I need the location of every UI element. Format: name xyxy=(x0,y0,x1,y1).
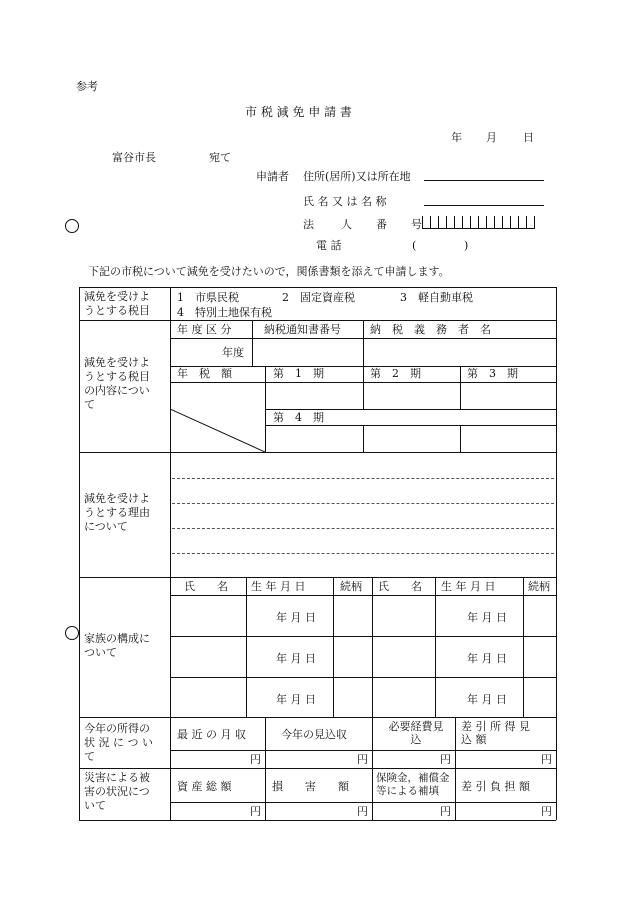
damage-burden-header: 差 引 負 担 額 xyxy=(461,780,530,793)
year-unit: 年度 xyxy=(222,346,244,359)
date-day: 日 xyxy=(523,131,534,144)
income-net-header: 差 引 所 得 見 込 額 xyxy=(461,720,530,746)
col-year-header: 年 度 区 分 xyxy=(177,323,232,336)
income-yen-3: 円 xyxy=(440,753,451,766)
tax-option-4[interactable]: 4 特別土地保有税 xyxy=(177,306,272,319)
corp-label-3: 番 xyxy=(376,218,387,231)
date-month: 月 xyxy=(486,131,497,144)
family-name-header-2: 氏 名 xyxy=(378,580,422,593)
damage-assets-header: 資 産 総 額 xyxy=(177,780,232,793)
corp-label-2: 人 xyxy=(341,218,352,231)
income-yen-1: 円 xyxy=(250,753,261,766)
period-3-header: 第 3 期 xyxy=(467,367,518,380)
corporate-number-field[interactable] xyxy=(422,216,535,229)
damage-insurance-header: 保険金，補償金 等による補填 xyxy=(376,772,450,797)
col-notice-header: 納税通知書番号 xyxy=(264,323,341,336)
family-relation-header-1: 続柄 xyxy=(340,580,362,593)
family-date-1a: 年 月 日 xyxy=(276,611,316,624)
period-4-header: 第 4 期 xyxy=(273,411,324,424)
tax-type-label: 減免を受けよ うとする税目 xyxy=(84,290,150,317)
phone-label: 電 話 xyxy=(316,239,342,252)
tax-amount-header: 年 税 額 xyxy=(177,367,232,380)
reason-label: 減免を受けよ うとする理由 について xyxy=(84,492,150,533)
phone-paren-open: ( xyxy=(412,239,417,252)
tax-option-3[interactable]: 3 軽自動車税 xyxy=(400,291,473,304)
income-expected-header: 今年の見込収 xyxy=(281,728,347,741)
intro-text: 下記の市税について減免を受けたいので，関係書類を添えて申請します。 xyxy=(88,265,450,278)
family-relation-header-2: 続柄 xyxy=(528,580,550,593)
family-name-header-1: 氏 名 xyxy=(184,580,228,593)
seal-circle-top xyxy=(65,219,79,233)
tax-detail-label: 減免を受けよ うとする税目 の内容につい て xyxy=(84,356,150,411)
income-recent-header: 最 近 の 月 収 xyxy=(177,728,246,741)
corp-label-4: 号 xyxy=(411,218,422,231)
income-yen-2: 円 xyxy=(357,753,368,766)
family-date-1b: 年 月 日 xyxy=(467,611,507,624)
income-label: 今年の所得の 状 況 に つ い て xyxy=(84,722,153,763)
date-year: 年 xyxy=(451,131,462,144)
period-2-header: 第 2 期 xyxy=(370,367,421,380)
name-field[interactable] xyxy=(424,205,544,206)
tax-option-1[interactable]: 1 市県民税 xyxy=(177,291,239,304)
col-taxpayer-header: 納 税 義 務 者 名 xyxy=(370,323,491,336)
applicant-label: 申請者 xyxy=(256,170,289,183)
damage-yen-2: 円 xyxy=(357,805,368,818)
phone-field[interactable] xyxy=(420,238,460,252)
damage-loss-header: 損 害 額 xyxy=(272,780,349,793)
period-1-header: 第 1 期 xyxy=(273,367,324,380)
damage-yen-4: 円 xyxy=(541,805,552,818)
income-expenses-header: 必要経費見 込 xyxy=(388,720,444,746)
family-label: 家族の構成に ついて xyxy=(84,632,150,659)
damage-label: 災害による被 害の状況につ いて xyxy=(84,771,150,812)
document-title: 市 税 減 免 申 請 書 xyxy=(245,105,352,119)
phone-paren-close: ) xyxy=(464,239,469,252)
address-field[interactable] xyxy=(424,180,544,181)
damage-yen-1: 円 xyxy=(250,805,261,818)
reference-label: 参考 xyxy=(76,80,98,93)
addressee-city: 富谷市長 xyxy=(112,151,156,164)
family-date-2b: 年 月 日 xyxy=(467,652,507,665)
diagonal-slash xyxy=(170,409,265,452)
addressee-suffix: 宛て xyxy=(209,151,231,164)
address-label: 住所(居所)又は所在地 xyxy=(303,170,411,183)
corp-label-1: 法 xyxy=(303,218,314,231)
family-date-2a: 年 月 日 xyxy=(276,652,316,665)
family-date-3b: 年 月 日 xyxy=(467,693,507,706)
family-date-3a: 年 月 日 xyxy=(276,693,316,706)
seal-circle-side xyxy=(65,626,79,640)
damage-yen-3: 円 xyxy=(440,805,451,818)
income-yen-4: 円 xyxy=(541,753,552,766)
name-label: 氏 名 又 は 名 称 xyxy=(303,195,387,208)
tax-option-2[interactable]: 2 固定資産税 xyxy=(282,291,355,304)
family-birth-header-1: 生 年 月 日 xyxy=(251,580,306,593)
family-birth-header-2: 生 年 月 日 xyxy=(441,580,496,593)
